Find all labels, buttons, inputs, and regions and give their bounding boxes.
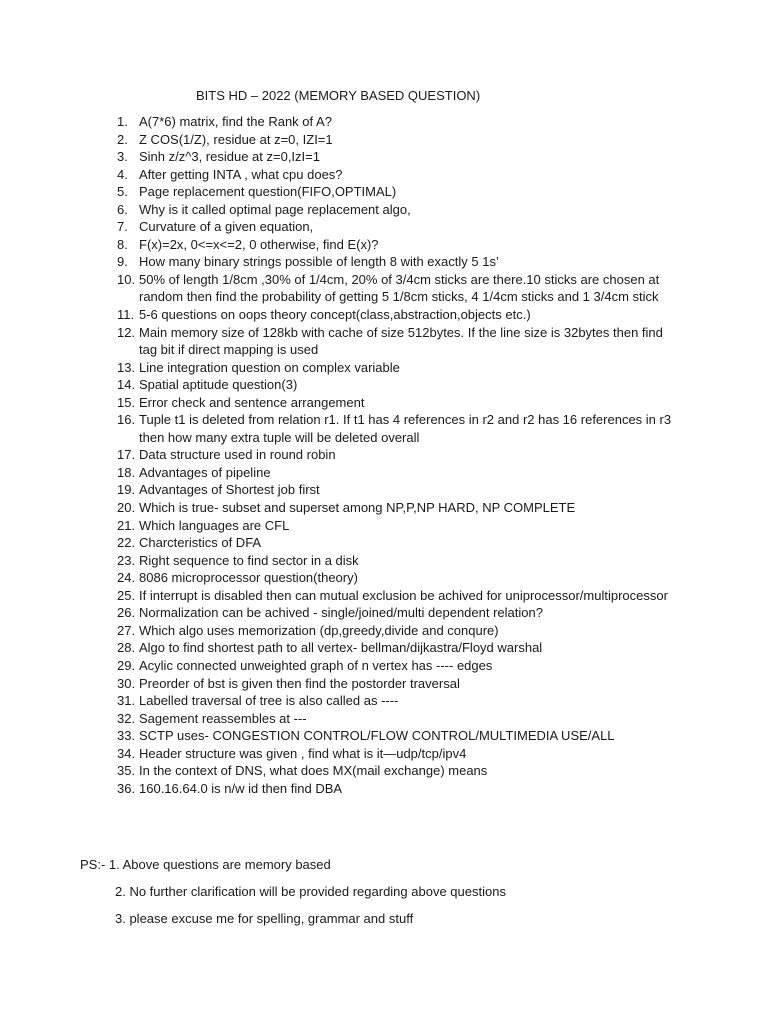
list-item [117, 253, 677, 271]
list-item [117, 218, 677, 236]
question-number: 29. [117, 657, 136, 673]
list-item [117, 324, 677, 359]
question-text: Right sequence to find sector in a disk [139, 552, 359, 568]
list-item [117, 411, 677, 446]
question-text: Which languages are CFL [139, 517, 290, 533]
question-number: 26. [117, 605, 136, 621]
list-item [117, 464, 677, 482]
question-text: If interrupt is disabled then can mutual exclusion be achived for uniprocessor/multiprocessor [139, 587, 668, 603]
question-text: Page replacement question(FIFO,OPTIMAL) [139, 184, 397, 200]
question-text: 5-6 questions on oops theory concept(class,abstraction,objects etc.) [139, 307, 531, 323]
question-number: 15. [117, 394, 136, 410]
list-item [117, 639, 677, 657]
question-text: Curvature of a given equation, [139, 219, 314, 235]
list-item [117, 569, 677, 587]
question-number: 11. [117, 307, 135, 323]
list-item [117, 236, 677, 254]
list-item [117, 587, 677, 605]
note-line-3: 3. please excuse me for spelling, grammar and stuff [115, 911, 414, 926]
list-item [117, 166, 677, 184]
note-line-1: PS:- 1. Above questions are memory based [80, 857, 331, 872]
question-number: 8. [117, 236, 128, 252]
question-number: 2. [117, 131, 128, 147]
question-text: 160.16.64.0 is n/w id then find DBA [139, 780, 343, 796]
question-text: Spatial aptitude question(3) [139, 377, 298, 393]
question-text: Algo to find shortest path to all vertex- bellman/dijkastra/Floyd warshal [139, 640, 543, 656]
question-number: 30. [117, 675, 136, 691]
question-text: After getting INTA , what cpu does? [139, 166, 343, 182]
list-item [117, 552, 677, 570]
list-item [117, 534, 677, 552]
question-text: Main memory size of 128kb with cache of size 512bytes. If the line size is 32bytes then find tag bit if direct mapping is used [139, 324, 663, 358]
list-item [117, 271, 677, 306]
question-number: 12. [117, 324, 136, 340]
question-number: 25. [117, 587, 136, 603]
question-number: 22. [117, 535, 136, 551]
question-text: Advantages of Shortest job first [139, 482, 320, 498]
question-text: Header structure was given , find what is it—udp/tcp/ipv4 [139, 745, 467, 761]
list-item [117, 446, 677, 464]
question-number: 27. [117, 622, 136, 638]
question-text: Advantages of pipeline [139, 464, 271, 480]
question-number: 28. [117, 640, 136, 656]
question-number: 35. [117, 763, 136, 779]
list-item [117, 622, 677, 640]
question-text: Labelled traversal of tree is also called as ---- [139, 693, 399, 709]
list-item [117, 183, 677, 201]
list-item [117, 692, 677, 710]
question-number: 32. [117, 710, 136, 726]
question-text: Sinh z/z^3, residue at z=0,IzI=1 [139, 149, 320, 165]
question-list [117, 113, 677, 797]
list-item [117, 745, 677, 763]
list-item [117, 131, 677, 149]
list-item [117, 376, 677, 394]
question-number: 9. [117, 254, 128, 270]
question-number: 36. [117, 780, 136, 796]
question-text: Acylic connected unweighted graph of n vertex has ---- edges [139, 657, 493, 673]
question-number: 6. [117, 201, 128, 217]
list-item [117, 517, 677, 535]
question-text: A(7*6) matrix, find the Rank of A? [139, 114, 332, 129]
list-item [117, 762, 677, 780]
question-number: 21. [117, 517, 136, 533]
question-text: Charcteristics of DFA [139, 535, 262, 551]
question-number: 20. [117, 500, 136, 516]
question-number: 31. [117, 693, 136, 709]
list-item [117, 499, 677, 517]
question-number: 3. [117, 149, 128, 165]
question-number: 4. [117, 166, 128, 182]
list-item [117, 148, 677, 166]
list-item [117, 201, 677, 219]
list-item [117, 604, 677, 622]
question-text: 50% of length 1/8cm ,30% of 1/4cm, 20% of 3/4cm sticks are there.10 sticks are chosen at random then find the probability of getting 5 1/8cm sticks, 4 1/4cm sticks and 1 3/4cm stick [139, 271, 660, 305]
list-item [117, 675, 677, 693]
question-number: 24. [117, 570, 136, 586]
question-text: How many binary strings possible of length 8 with exactly 5 1s’ [139, 254, 499, 270]
question-text: 8086 microprocessor question(theory) [139, 570, 358, 586]
question-number: 7. [117, 219, 128, 235]
question-text: Line integration question on complex variable [139, 359, 400, 375]
list-item [117, 394, 677, 412]
question-number: 16. [117, 412, 136, 428]
question-number: 5. [117, 184, 128, 200]
list-item [117, 306, 677, 324]
question-number: 34. [117, 745, 136, 761]
note-line-2: 2. No further clarification will be provided regarding above questions [115, 884, 506, 899]
list-item [117, 481, 677, 499]
document-title: BITS HD – 2022 (MEMORY BASED QUESTION) [196, 88, 481, 103]
list-item [117, 113, 677, 131]
question-text: Sagement reassembles at --- [139, 710, 307, 726]
question-text: Tuple t1 is deleted from relation r1. If t1 has 4 references in r2 and r2 has 16 references in r3 then how many extra tuple will be deleted overall [139, 412, 672, 445]
question-number: 13. [117, 359, 136, 375]
question-number: 19. [117, 482, 136, 498]
question-text: In the context of DNS, what does MX(mail exchange) means [139, 763, 488, 779]
question-text: Preorder of bst is given then find the postorder traversal [139, 675, 460, 691]
question-number: 23. [117, 552, 136, 568]
list-item [117, 727, 677, 745]
list-item [117, 359, 677, 377]
question-number: 18. [117, 464, 136, 480]
question-number: 10. [117, 271, 136, 287]
question-text: F(x)=2x, 0<=x<=2, 0 otherwise, find E(x)? [139, 236, 379, 252]
question-text: SCTP uses- CONGESTION CONTROL/FLOW CONTROL/MULTIMEDIA USE/ALL [139, 728, 615, 744]
list-item [117, 710, 677, 728]
question-text: Which is true- subset and superset among NP,P,NP HARD, NP COMPLETE [139, 500, 576, 516]
question-text: Normalization can be achived - single/joined/multi dependent relation? [139, 605, 543, 621]
question-number: 14. [117, 377, 136, 393]
question-text: Z COS(1/Z), residue at z=0, IZI=1 [139, 131, 333, 147]
question-number: 33. [117, 728, 136, 744]
question-number: 17. [117, 447, 136, 463]
list-item [117, 657, 677, 675]
question-text: Which algo uses memorization (dp,greedy,divide and conqure) [139, 622, 499, 638]
question-text: Why is it called optimal page replacement algo, [139, 201, 411, 217]
list-item [117, 780, 677, 798]
question-text: Data structure used in round robin [139, 447, 336, 463]
question-text: Error check and sentence arrangement [139, 394, 365, 410]
question-number: 1. [117, 114, 128, 129]
